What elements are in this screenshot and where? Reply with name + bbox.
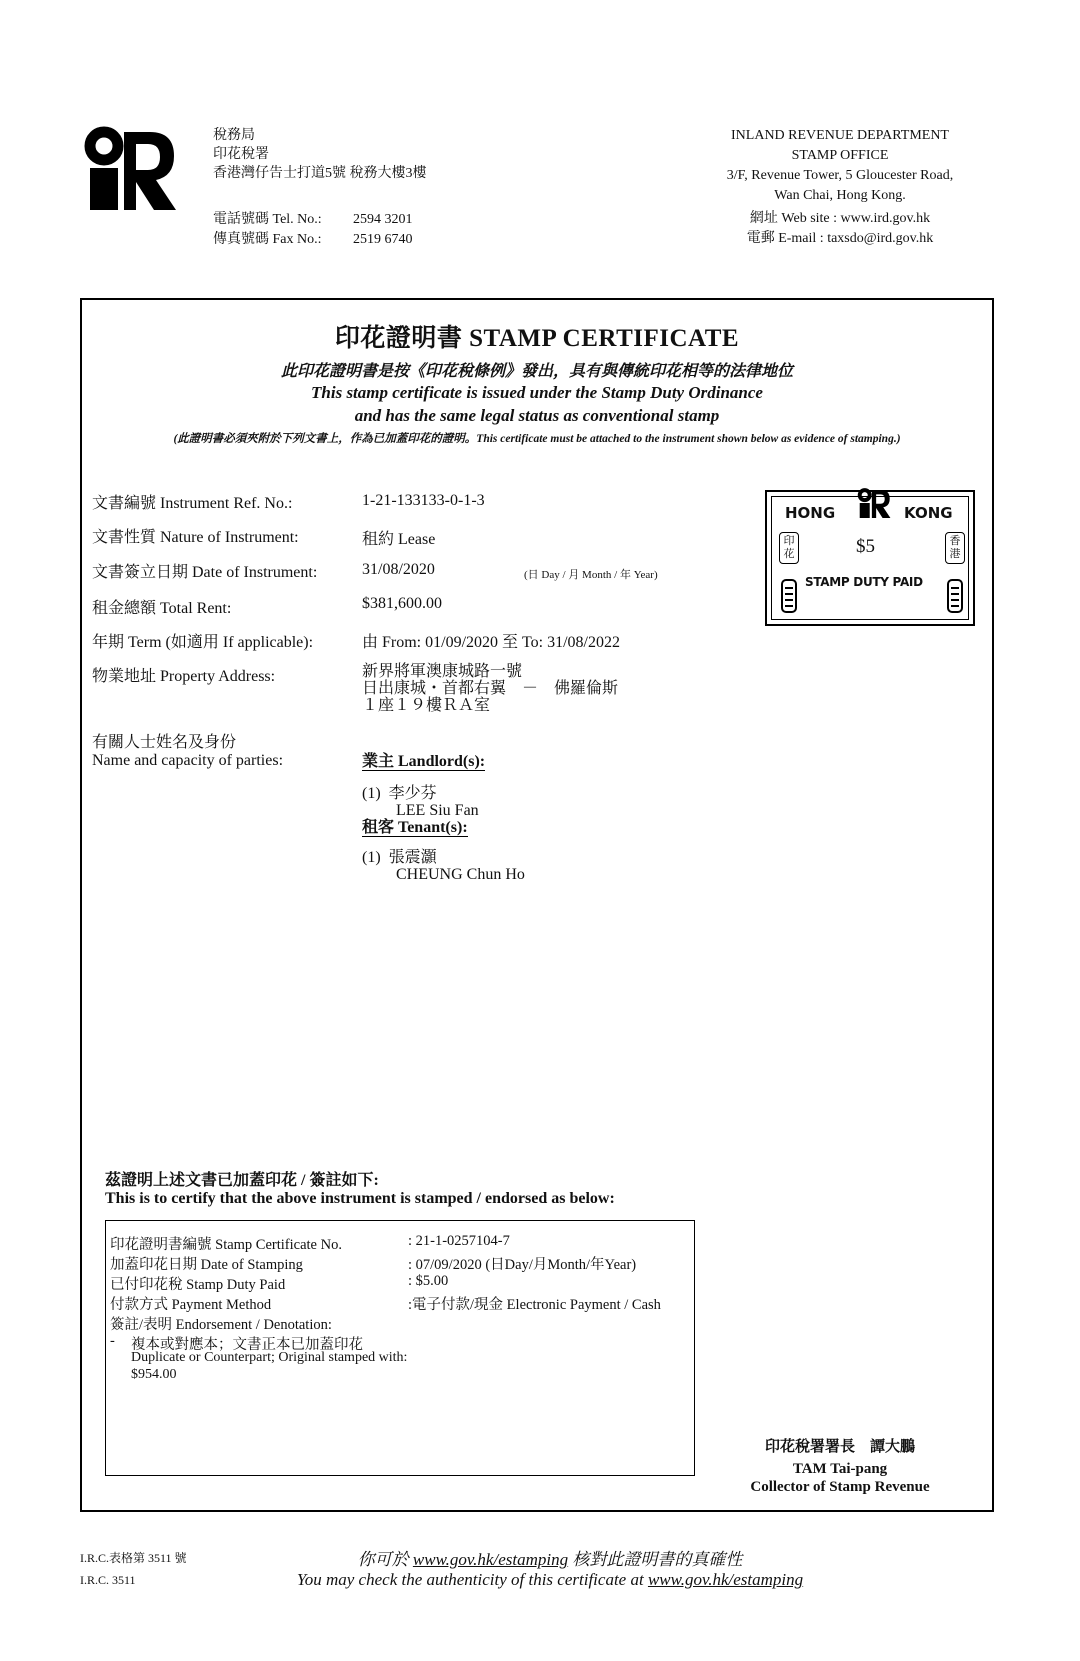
address-line-3: １座１９樓ＲＡ室	[362, 697, 491, 714]
attach-note: (此證明書必須夾附於下列文書上，作為已加蓋印花的證明。This certificate must be attached to the instrument shown below as evidence of stamping.)	[173, 433, 901, 445]
office-name-en	[690, 126, 990, 249]
verify-cn-prefix: 你可於	[357, 1550, 413, 1569]
term-label: 年期 Term (如適用 If applicable):	[92, 634, 314, 651]
verify-cn-suffix: 核對此證明書的真確性	[568, 1550, 743, 1569]
contact-numbers	[213, 210, 413, 250]
form-number-en: I.R.C. 3511	[80, 1573, 136, 1587]
office-cn: 印花稅署	[213, 147, 269, 162]
address-en-1: 3/F, Revenue Tower, 5 Gloucester Road,	[726, 168, 954, 183]
parties-label	[92, 734, 283, 770]
property-address	[362, 663, 618, 714]
tel-value: 2594 3201	[353, 212, 413, 227]
cert-no-value: : 21-1-0257104-7	[408, 1233, 510, 1249]
ird-logo	[84, 126, 176, 210]
website: 網址 Web site : www.ird.gov.hk	[749, 211, 931, 226]
landlord-name-cn: 李少芬	[388, 785, 437, 802]
address-en-2: Wan Chai, Hong Kong.	[774, 188, 906, 203]
landlord-name-en: LEE Siu Fan	[396, 802, 479, 819]
payment-method-value: :電子付款/現金 Electronic Payment / Cash	[408, 1297, 661, 1313]
stamping-date-value: : 07/09/2020 (日Day/月Month/年Year)	[408, 1257, 637, 1273]
parties-label-cn: 有關人士姓名及身份	[92, 734, 237, 751]
subtitle-cn: 此印花證明書是按《印花稅條例》發出，具有與傳統印花相等的法律地位	[280, 363, 793, 380]
fax-label: 傳真號碼 Fax No.:	[213, 232, 322, 247]
parties-label-en: Name and capacity of parties:	[92, 752, 284, 769]
address-label: 物業地址 Property Address:	[92, 668, 276, 685]
ref-label: 文書編號 Instrument Ref. No.:	[92, 495, 293, 512]
stamp-duty-paid-label: STAMP DUTY PAID	[805, 575, 923, 589]
address-cn: 香港灣仔告士打道5號 稅務大樓3樓	[213, 166, 427, 181]
endorsement-text-cn: 複本或對應本；文書正本已加蓋印花	[131, 1337, 363, 1353]
tenant-name-cn: 張震灝	[388, 849, 437, 866]
certify-heading-cn: 茲證明上述文書已加蓋印花 / 簽註如下:	[105, 1172, 379, 1189]
landlord-heading: 業主 Landlord(s):	[362, 753, 486, 770]
stamp-ornament-left-icon	[779, 578, 799, 614]
fax-value: 2519 6740	[353, 232, 413, 247]
certify-heading-en: This is to certify that the above instrument is stamped / endorsed as below:	[105, 1190, 615, 1207]
address-line-1: 新界將軍澳康城路一號	[362, 663, 523, 680]
tenant-entry	[362, 849, 525, 883]
stamping-date-label: 加蓋印花日期 Date of Stamping	[110, 1257, 303, 1273]
rent-value: $381,600.00	[362, 595, 442, 612]
subtitle-en-2: and has the same legal status as conventional stamp	[354, 406, 720, 425]
verify-note-en	[230, 1570, 870, 1590]
endorsement-amount: $954.00	[131, 1367, 177, 1382]
stamp-hong: HONG	[785, 504, 836, 522]
term-value: 由 From: 01/09/2020 至 To: 31/08/2022	[362, 634, 621, 651]
date-label: 文書簽立日期 Date of Instrument:	[92, 564, 318, 581]
tenant-number: (1)	[362, 849, 381, 866]
stamp-right-seal: 香港	[945, 532, 965, 564]
stamp-amount: $5	[856, 536, 875, 557]
collector-title: Collector of Stamp Revenue	[750, 1479, 930, 1495]
landlord-entry	[362, 785, 479, 819]
duty-paid-value: : $5.00	[408, 1273, 449, 1289]
nature-value: 租約 Lease	[362, 531, 436, 548]
office-name-cn	[213, 126, 427, 183]
stamp-kong: KONG	[904, 504, 953, 522]
office-en: STAMP OFFICE	[791, 148, 889, 163]
endorsement-text-en: Duplicate or Counterpart; Original stamped with:	[131, 1350, 408, 1365]
cert-no-label: 印花證明書編號 Stamp Certificate No.	[110, 1237, 342, 1253]
stamp-ird-logo	[856, 488, 892, 518]
dept-cn: 稅務局	[213, 128, 255, 143]
payment-method-label: 付款方式 Payment Method	[110, 1297, 272, 1313]
date-value: 31/08/2020	[362, 561, 435, 578]
tel-label: 電話號碼 Tel. No.:	[213, 212, 322, 227]
stamp-left-seal: 印花	[779, 532, 799, 564]
collector-name-cn: 印花稅署署長 譚大鵬	[764, 1439, 915, 1455]
endorsement-dash: -	[110, 1333, 115, 1349]
tenant-heading: 租客 Tenant(s):	[362, 819, 468, 836]
address-line-2: 日出康城・首都右翼 － 佛羅倫斯	[362, 680, 619, 697]
ref-value: 1-21-133133-0-1-3	[362, 492, 485, 509]
email: 電郵 E-mail : taxsdo@ird.gov.hk	[746, 231, 934, 246]
verify-note-cn	[230, 1545, 870, 1570]
date-hint: (日 Day / 月 Month / 年 Year)	[524, 569, 658, 581]
verify-link-en[interactable]: www.gov.hk/estamping	[647, 1570, 804, 1589]
duty-paid-label: 已付印花稅 Stamp Duty Paid	[110, 1277, 286, 1293]
verify-en-prefix: You may check the authenticity of this certificate at	[296, 1570, 648, 1589]
nature-label: 文書性質 Nature of Instrument:	[92, 529, 299, 546]
tenant-name-en: CHEUNG Chun Ho	[396, 866, 525, 883]
stamp-ornament-right-icon	[945, 578, 965, 614]
certificate-title: 印花證明書 STAMP CERTIFICATE	[334, 325, 740, 352]
form-number-cn: I.R.C.表格第 3511 號	[80, 1551, 187, 1565]
dept-en: INLAND REVENUE DEPARTMENT	[731, 128, 949, 143]
landlord-number: (1)	[362, 785, 381, 802]
verify-link-cn[interactable]: www.gov.hk/estamping	[412, 1550, 569, 1569]
rent-label: 租金總額 Total Rent:	[92, 600, 232, 617]
collector-name-en: TAM Tai-pang	[792, 1461, 888, 1477]
subtitle-en-1: This stamp certificate is issued under the Stamp Duty Ordinance	[311, 383, 763, 402]
endorsement-label: 簽註/表明 Endorsement / Denotation:	[110, 1317, 332, 1333]
